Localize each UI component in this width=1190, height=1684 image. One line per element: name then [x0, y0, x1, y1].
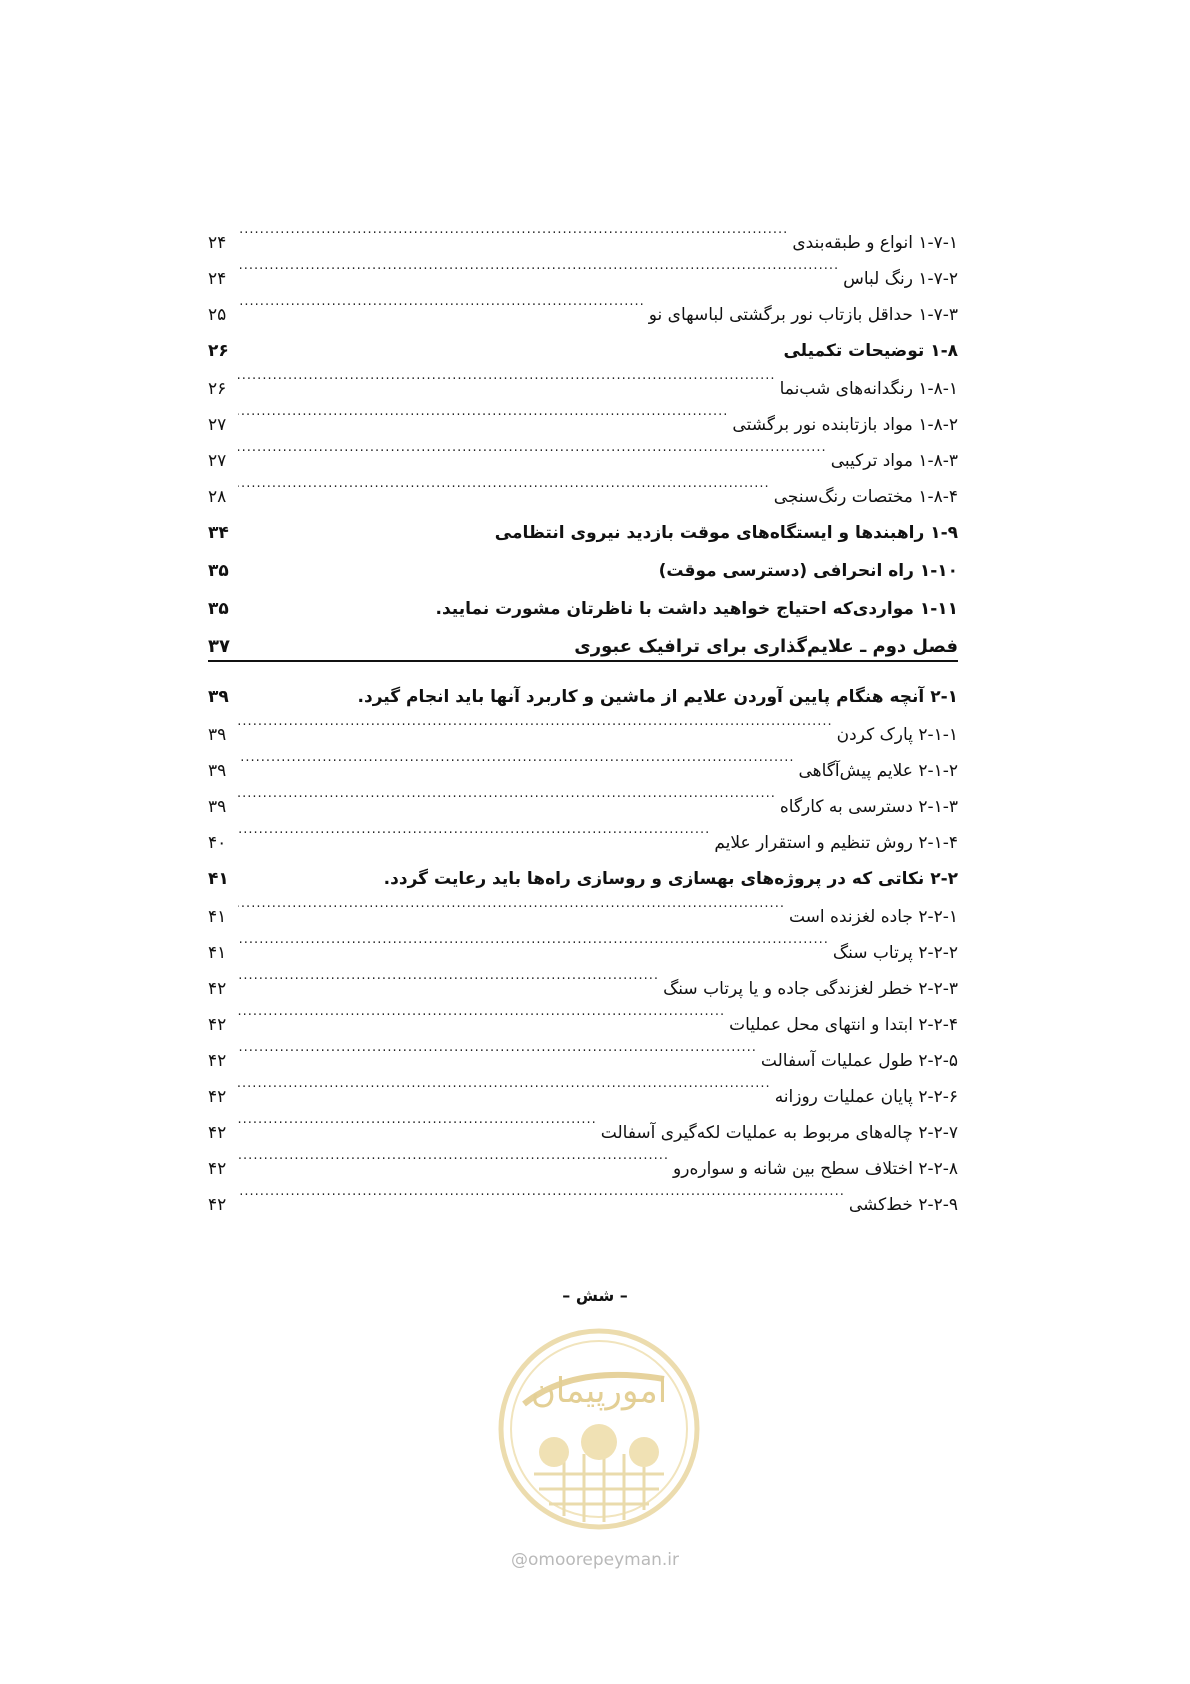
toc-leader-dots [238, 578, 432, 614]
toc-leader-dots [238, 502, 491, 538]
watermark-site-text: omoorepeyman.ir [527, 1550, 680, 1570]
toc-leader-dots [238, 320, 779, 356]
toc-page-number: ۴۲ [208, 1123, 227, 1143]
toc-title: ۱-۱۱ مواردی‌که احتیاج خواهید داشت با ناظرتان مشورت نمایید. [435, 599, 958, 619]
toc-title: ۱-۷-۱ انواع و طبقه‌بندی [792, 233, 958, 253]
toc-leader-dots [238, 616, 570, 652]
toc-title: ۲-۲-۸ اختلاف سطح بین شانه و سواره‌رو [673, 1159, 958, 1179]
toc-title: ۱-۸-۳ مواد ترکیبی [830, 451, 958, 471]
toc-leader-dots [238, 958, 659, 994]
toc-leader-dots [238, 922, 829, 958]
toc-title: فصل دوم ـ علایم‌گذاری برای ترافیک عبوری [574, 636, 958, 657]
toc-title: ۲-۲ نکاتی که در پروژه‌های بهسازی و روسازی راه‌ها باید رعایت گردد. [383, 869, 958, 889]
toc-title: ۲-۱-۱ پارک کردن [836, 725, 958, 745]
toc-title: ۲-۱ آنچه هنگام پایین آوردن علایم از ماشین و کاربرد آنها باید انجام گیرد. [357, 687, 958, 707]
toc-title: ۲-۲-۳ خطر لغزندگی جاده و یا پرتاب سنگ [663, 979, 958, 999]
watermark-site: @omoorepeyman.ir [510, 1550, 680, 1570]
toc-leader-dots [238, 1066, 771, 1102]
toc-page-number: ۳۹ [208, 797, 227, 817]
toc-leader-dots [238, 994, 725, 1030]
watermark-logo-text: امورپیمان [530, 1371, 668, 1411]
toc-leader-dots [238, 886, 785, 922]
toc-title: ۲-۱-۳ دسترسی به کارگاه [779, 797, 958, 817]
toc-title: ۱-۸-۲ مواد بازتابنده نور برگشتی [732, 415, 958, 435]
toc-leader-dots [238, 1102, 597, 1138]
toc-title: ۱-۱۰ راه انحرافی (دسترسی موقت) [658, 561, 958, 581]
toc-leader-dots [238, 430, 827, 466]
toc-page-number: ۳۹ [208, 725, 227, 745]
toc-page-number: ۴۲ [208, 1195, 227, 1215]
toc-page-number: ۲۶ [208, 341, 229, 361]
toc-title: ۱-۸ توضیحات تکمیلی [783, 341, 958, 361]
toc-leader-dots [238, 466, 770, 502]
toc-title: ۲-۲-۲ پرتاب سنگ [832, 943, 958, 963]
toc-leader-dots [238, 540, 655, 576]
toc-leader-dots [238, 776, 776, 812]
toc-title: ۱-۸-۱ رنگدانه‌های شب‌نما [779, 379, 958, 399]
toc-page-number: ۲۶ [208, 379, 227, 399]
toc-leader-dots [238, 704, 833, 740]
toc-page-number: ۴۲ [208, 1159, 227, 1179]
toc-title: ۲-۲-۷ چاله‌های مربوط به عملیات لکه‌گیری آسفالت [600, 1123, 958, 1143]
toc-page-number: ۴۱ [208, 869, 229, 889]
toc-page-number: ۳۴ [208, 523, 229, 543]
table-of-contents [208, 212, 958, 1215]
toc-title: ۲-۲-۹ خط‌کشی [848, 1195, 958, 1215]
toc-leader-dots [238, 394, 728, 430]
toc-title: ۲-۱-۴ روش تنظیم و استقرار علایم [714, 833, 958, 853]
toc-page-number: ۴۰ [208, 833, 227, 853]
toc-leader-dots [238, 248, 839, 284]
toc-page-number: ۲۷ [208, 415, 227, 435]
toc-page-number: ۳۵ [208, 561, 229, 581]
toc-leader-dots [238, 812, 710, 848]
toc-leader-dots [238, 212, 788, 248]
toc-page-number: ۴۲ [208, 1051, 227, 1071]
toc-page-number: ۳۹ [208, 687, 229, 707]
toc-title: ۲-۲-۱ جاده لغزنده است [788, 907, 958, 927]
toc-leader-dots [238, 1030, 757, 1066]
toc-title: ۱-۹ راهبندها و ایستگاه‌های موقت بازدید نیروی انتظامی [494, 523, 958, 543]
toc-leader-dots [238, 284, 645, 320]
toc-page-number: ۴۲ [208, 1015, 227, 1035]
toc-title: ۱-۸-۴ مختصات رنگ‌سنجی [773, 487, 958, 507]
toc-page-number: ۳۵ [208, 599, 229, 619]
toc-title: ۱-۷-۳ حداقل بازتاب نور برگشتی لباسهای نو [648, 305, 958, 325]
toc-page-number: ۲۴ [208, 269, 227, 289]
toc-section-heading [208, 666, 958, 707]
toc-page-number: ۲۸ [208, 487, 227, 507]
toc-page-number: ۲۷ [208, 451, 227, 471]
toc-page-number: ۴۲ [208, 979, 227, 999]
toc-page-number: ۴۱ [208, 907, 227, 927]
toc-leader-dots [238, 666, 354, 702]
toc-title: ۲-۲-۴ ابتدا و انتهای محل عملیات [729, 1015, 958, 1035]
toc-page-number: ۲۴ [208, 233, 227, 253]
toc-title: ۲-۲-۵ طول عملیات آسفالت [760, 1051, 958, 1071]
watermark-logo [494, 1324, 704, 1544]
toc-leader-dots [238, 358, 776, 394]
toc-page-number: ۴۱ [208, 943, 227, 963]
toc-page-number: ۳۷ [208, 636, 230, 657]
toc-page-number: ۴۲ [208, 1087, 227, 1107]
toc-page-number: ۲۵ [208, 305, 227, 325]
toc-leader-dots [238, 848, 380, 884]
toc-title: ۲-۱-۲ علایم پیش‌آگاهی [798, 761, 958, 781]
toc-leader-dots [238, 1138, 669, 1174]
toc-title: ۱-۷-۲ رنگ لباس [843, 269, 958, 289]
toc-page-number: ۳۹ [208, 761, 227, 781]
page-number: – شش – [562, 1286, 628, 1305]
toc-title: ۲-۲-۶ پایان عملیات روزانه [774, 1087, 958, 1107]
toc-leader-dots [238, 1174, 845, 1210]
toc-leader-dots [238, 740, 795, 776]
toc-entry [208, 212, 958, 253]
